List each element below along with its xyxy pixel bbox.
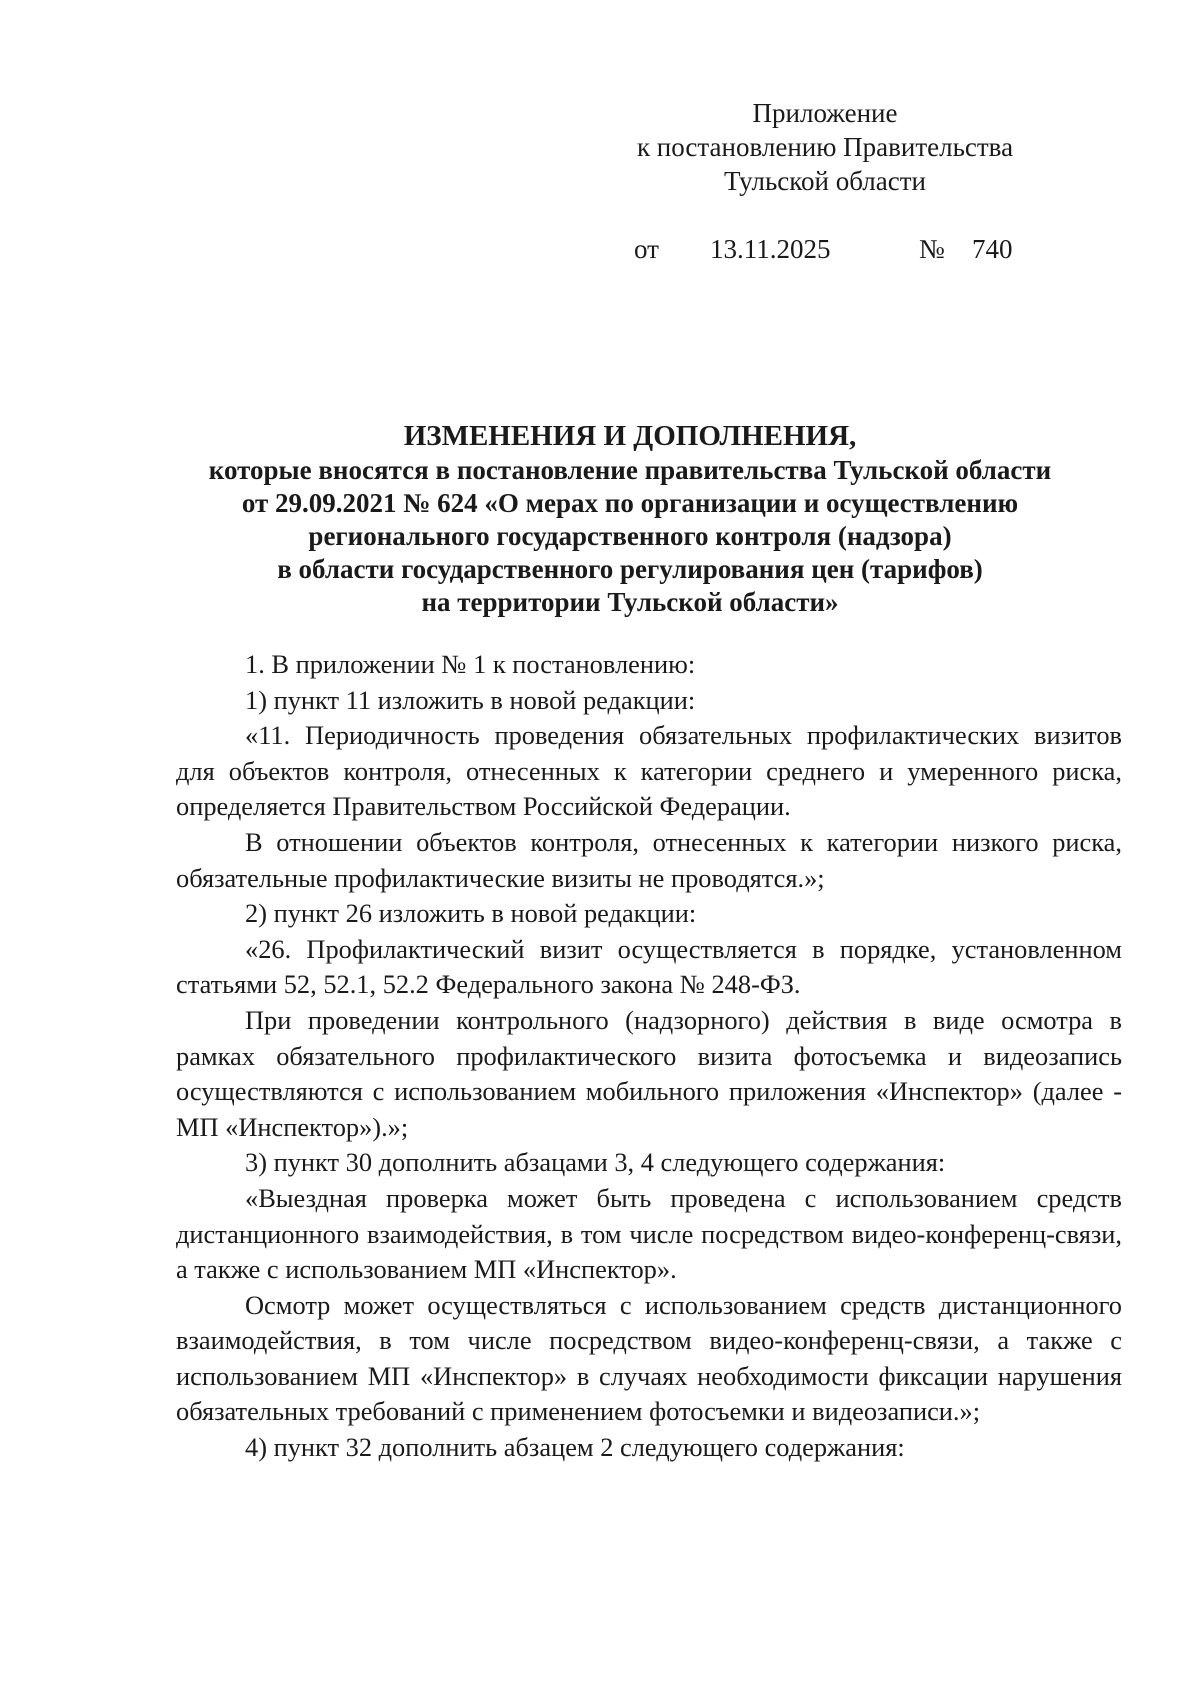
paragraph-clause-30-field-check: «Выездная проверка может быть проведена с использованием средств дистанционного взаимодействия, в том числе посредством видео-конференц-связи, а также с использованием МП «Инспектор». bbox=[176, 1182, 1122, 1285]
title-line-1: которые вносятся в постановление правительства Тульской области bbox=[208, 455, 1052, 485]
paragraph-subitem-2: 2) пункт 26 изложить в новой редакции: bbox=[245, 898, 697, 929]
document-body bbox=[176, 647, 1122, 1466]
appendix-line-2: к постановлению Правительства bbox=[636, 132, 1014, 162]
paragraph-clause-26-inspection: При проведении контрольного (надзорного) действия в виде осмотра в рамках обязательного профилактического визита фотосъемка и видеозапись осуществляются с использованием мобильного приложения «Инспектор» (далее - МП «Инспектор»).»; bbox=[176, 1004, 1122, 1142]
appendix-line-3: Тульской области bbox=[724, 166, 926, 196]
title-heading: ИЗМЕНЕНИЯ И ДОПОЛНЕНИЯ, bbox=[403, 420, 857, 452]
appendix-line-1: Приложение bbox=[752, 98, 898, 128]
title-line-2: от 29.09.2021 № 624 «О мерах по организации и осуществлению bbox=[241, 488, 1019, 518]
decree-number-sign: № bbox=[919, 234, 945, 264]
paragraph-item-1: 1. В приложении № 1 к постановлению: bbox=[245, 649, 696, 679]
decree-from-label: от bbox=[634, 234, 659, 264]
title-line-4: в области государственного регулирования цен (тарифов) bbox=[277, 554, 983, 584]
appendix-header bbox=[560, 96, 1090, 198]
paragraph-subitem-4: 4) пункт 32 дополнить абзацем 2 следующего содержания: bbox=[245, 1432, 905, 1463]
title-line-3: регионального государственного контроля (надзора) bbox=[308, 521, 952, 551]
paragraph-clause-11-low-risk: В отношении объектов контроля, отнесенных к категории низкого риска, обязательные профилактические визиты не проводятся.»; bbox=[176, 826, 1122, 893]
paragraph-clause-30-inspection: Осмотр может осуществляться с использованием средств дистанционного взаимодействия, в том числе посредством видео-конференц-связи, а также с использованием МП «Инспектор» в случаях необходимости фиксации нарушения обязательных требований с применением фотосъемки и видеозаписи.»; bbox=[176, 1289, 1122, 1427]
paragraph-clause-11: «11. Периодичность проведения обязательных профилактических визитов для объектов контроля, отнесенных к категории среднего и умеренного риска, определяется Правительством Российской Федерации. bbox=[176, 720, 1122, 822]
paragraph-clause-26: «26. Профилактический визит осуществляется в порядке, установленном статьями 52, 52.1, 52.2 Федерального закона № 248-ФЗ. bbox=[176, 933, 1122, 1000]
paragraph-subitem-3: 3) пункт 30 дополнить абзацами 3, 4 следующего содержания: bbox=[245, 1147, 946, 1178]
decree-date: 13.11.2025 bbox=[710, 234, 831, 264]
paragraph-subitem-1: 1) пункт 11 изложить в новой редакции: bbox=[245, 684, 696, 715]
title-line-5: на территории Тульской области» bbox=[421, 587, 839, 617]
document-title bbox=[150, 420, 1110, 619]
decree-number: 740 bbox=[972, 234, 1013, 264]
